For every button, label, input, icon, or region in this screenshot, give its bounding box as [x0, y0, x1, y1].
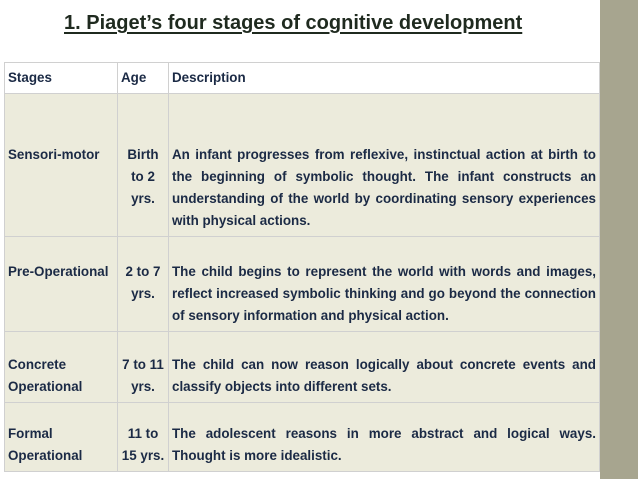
header-stages: Stages: [5, 63, 118, 94]
description-cell: An infant progresses from reflexive, instinctual action at birth to the beginning of symbolic thought. The infant constructs an understanding of the world by coordinating sensory experiences with physical actions.: [169, 94, 600, 237]
slide-title: 1. Piaget’s four stages of cognitive development: [64, 12, 523, 34]
table-row: [5, 332, 600, 403]
table-row: [5, 237, 600, 332]
header-description: Description: [169, 63, 600, 94]
age-cell: 7 to 11 yrs.: [118, 332, 169, 403]
stage-cell: Pre-Operational: [5, 237, 118, 332]
stage-cell: Formal Operational: [5, 403, 118, 472]
age-cell: 11 to 15 yrs.: [118, 403, 169, 472]
description-cell: The child can now reason logically about concrete events and classify objects into different sets.: [169, 332, 600, 403]
table-row: [5, 403, 600, 472]
description-cell: The child begins to represent the world with words and images, reflect increased symbolic thinking and go beyond the connection of sensory information and physical action.: [169, 237, 600, 332]
description-cell: The adolescent reasons in more abstract and logical ways. Thought is more idealistic.: [169, 403, 600, 472]
table-row: [5, 94, 600, 237]
decorative-sidebar: [600, 0, 638, 479]
table-header-row: [5, 63, 600, 94]
stages-table: [4, 62, 600, 472]
header-age: Age: [118, 63, 169, 94]
age-cell: Birth to 2 yrs.: [118, 94, 169, 237]
stage-cell: Concrete Operational: [5, 332, 118, 403]
age-cell: 2 to 7 yrs.: [118, 237, 169, 332]
stage-cell: Sensori-motor: [5, 94, 118, 237]
